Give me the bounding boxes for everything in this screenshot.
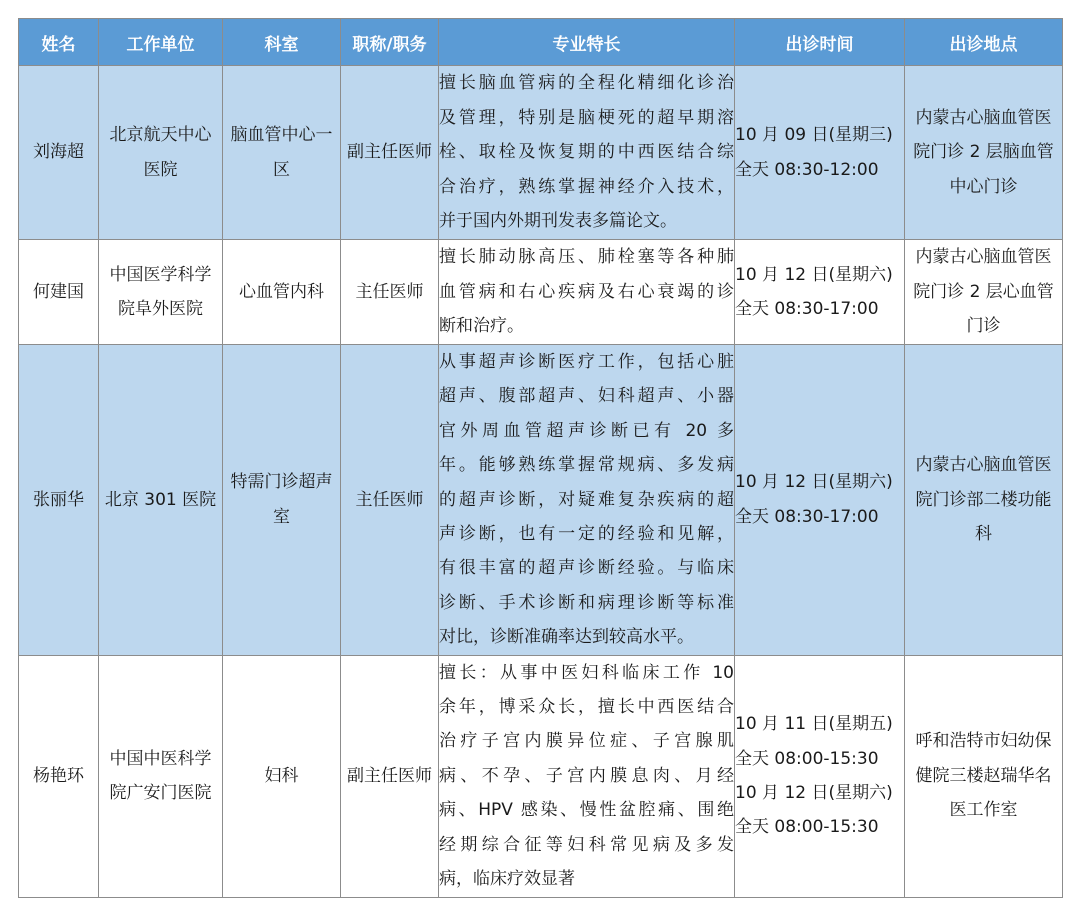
time-line: 10 月 12 日(星期六) [735,264,893,285]
work-unit [99,240,223,345]
header-specialty: 专业特长 [439,19,735,66]
specialty-line: 经期综合征等妇科常见病及多发 [439,834,734,855]
table-row [19,345,1063,656]
dept-line: 脑血管中心一 [230,125,333,146]
place-line: 呼和浩特市妇幼保 [915,731,1052,752]
unit-line: 院广安门医院 [109,783,212,804]
specialty-line: 官外周血管超声诊断已有 20 多 [439,420,734,441]
specialty-line: 并于国内外期刊发表多篇论文。 [439,211,677,232]
time-line: 全天 08:30-17:00 [735,299,879,319]
unit-line: 医院 [143,159,178,180]
clinic-schedule-table [18,18,1063,898]
job-title: 副主任医师 [341,66,439,240]
header-unit: 工作单位 [99,19,223,66]
specialty-line: 余年，博采众长，擅长中西医结合 [439,697,734,718]
time-line: 全天 08:00-15:30 [735,748,879,769]
specialty-line: 对比，诊断准确率达到较高水平。 [439,627,694,648]
unit-line: 北京 301 医院 [104,489,217,510]
place-line: 内蒙古心脑血管医 [915,247,1052,268]
place-line: 中心门诊 [949,176,1018,197]
specialty-line: 超声、腹部超声、妇科超声、小器 [439,386,734,407]
dept-line: 心血管内科 [239,281,324,302]
time-line: 全天 08:30-12:00 [735,159,879,180]
table-row [19,66,1063,240]
place-line: 内蒙古心脑血管医 [915,107,1052,128]
specialty-line: 有很丰富的超声诊断经验。与临床 [439,558,734,579]
specialty-line: 病，临床疗效显著 [439,869,575,890]
place-line: 内蒙古心脑血管医 [915,455,1052,476]
specialty-line: 栓、取栓及恢复期的中西医结合综 [439,142,734,163]
place-line: 医工作室 [949,800,1018,821]
specialty-line: 病、不孕、子宫内膜息肉、月经 [439,765,734,786]
department [223,240,341,345]
table-row [19,240,1063,345]
clinic-place [905,240,1063,345]
clinic-time [735,240,905,345]
header-name: 姓名 [19,19,99,66]
specialty-line: 声诊断，也有一定的经验和见解， [439,524,734,545]
clinic-place [905,345,1063,656]
header-row [19,19,1063,66]
specialty-line: 擅长：从事中医妇科临床工作 10 [439,662,734,683]
department [223,66,341,240]
job-title: 主任医师 [341,240,439,345]
specialty [439,655,735,897]
specialty [439,345,735,656]
clinic-place [905,66,1063,240]
clinic-time [735,655,905,897]
unit-line: 中国中医科学 [109,748,212,769]
specialty-line: 擅长脑血管病的全程化精细化诊治 [439,73,734,94]
specialty-line: 断和治疗。 [439,316,524,337]
header-title: 职称/职务 [341,19,439,66]
clinic-time [735,66,905,240]
specialty-line: 年。能够熟练掌握常规病、多发病 [439,455,734,476]
time-line: 10 月 11 日(星期五) [735,714,893,735]
time-line: 全天 08:00-15:30 [735,817,879,838]
doctor-name: 刘海超 [19,66,99,240]
dept-line: 区 [273,159,290,180]
unit-line: 中国医学科学 [109,264,212,285]
dept-line: 室 [273,506,290,527]
clinic-time [735,345,905,656]
job-title: 副主任医师 [341,655,439,897]
header-time: 出诊时间 [735,19,905,66]
place-line: 院门诊部二楼功能 [915,489,1052,510]
specialty-line: 血管病和右心疾病及右心衰竭的诊 [439,281,734,302]
specialty-line: 的超声诊断，对疑难复杂疾病的超 [439,489,734,510]
place-line: 院门诊 2 层脑血管 [913,142,1054,163]
work-unit [99,655,223,897]
time-line: 10 月 12 日(星期六) [735,783,893,804]
table-row [19,655,1063,897]
dept-line: 妇科 [264,765,299,786]
place-line: 门诊 [966,316,1001,337]
department [223,655,341,897]
clinic-place [905,655,1063,897]
specialty-line: 擅长肺动脉高压、肺栓塞等各种肺 [439,247,734,268]
doctor-name: 杨艳环 [19,655,99,897]
department [223,345,341,656]
doctor-name: 何建国 [19,240,99,345]
unit-line: 院阜外医院 [118,299,203,319]
place-line: 院门诊 2 层心血管 [913,281,1054,302]
specialty [439,240,735,345]
time-line: 10 月 12 日(星期六) [735,472,893,493]
specialty-line: 合治疗，熟练掌握神经介入技术， [439,176,734,197]
specialty-line: 从事超声诊断医疗工作，包括心脏 [439,352,734,372]
doctor-name: 张丽华 [19,345,99,656]
unit-line: 北京航天中心 [109,125,212,146]
time-line: 10 月 09 日(星期三) [735,125,893,146]
dept-line: 特需门诊超声 [230,472,333,493]
specialty-line: 病、HPV 感染、慢性盆腔痛、围绝 [439,800,734,821]
specialty-line: 及管理，特别是脑梗死的超早期溶 [439,107,734,128]
time-line: 全天 08:30-17:00 [735,506,879,527]
specialty-line: 诊断、手术诊断和病理诊断等标准 [439,592,734,613]
job-title: 主任医师 [341,345,439,656]
specialty [439,66,735,240]
work-unit [99,345,223,656]
header-dept: 科室 [223,19,341,66]
place-line: 健院三楼赵瑞华名 [915,765,1052,786]
work-unit [99,66,223,240]
place-line: 科 [975,524,992,545]
specialty-line: 治疗子宫内膜异位症、子宫腺肌 [439,731,734,752]
header-place: 出诊地点 [905,19,1063,66]
